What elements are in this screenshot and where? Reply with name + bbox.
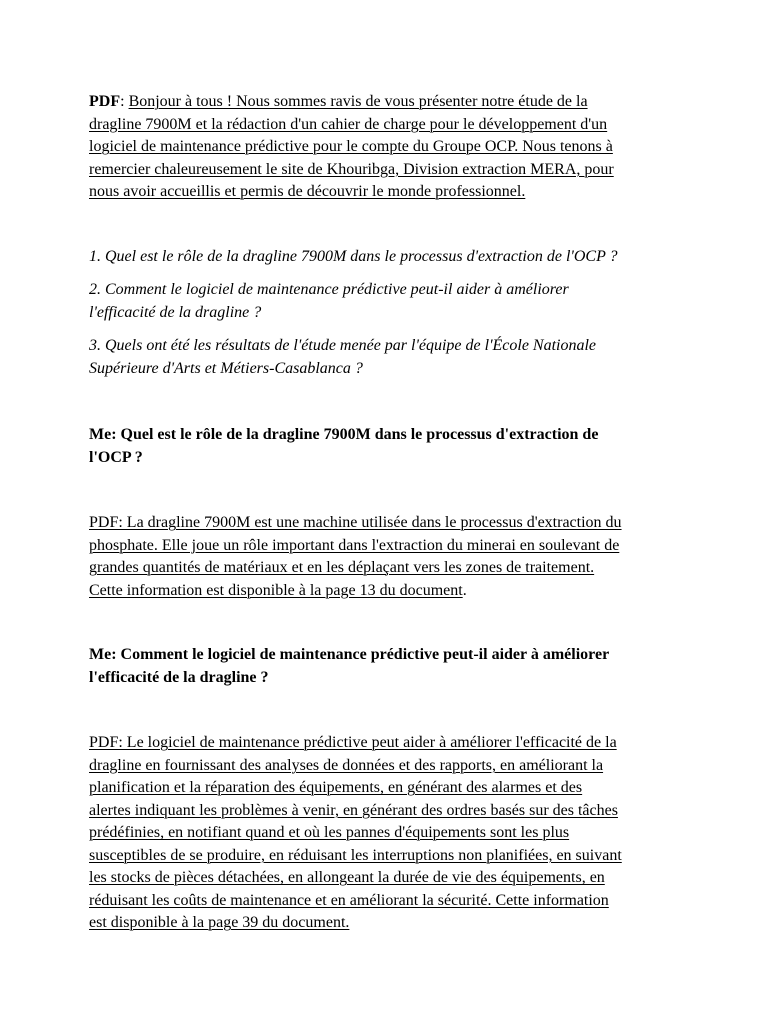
me-line: l'efficacité de la dragline ? [89, 668, 269, 686]
question-3 [89, 335, 596, 380]
answer-line: prédéfinies, en notifiant quand et où les pannes d'équipements sont les plus [89, 824, 570, 841]
intro-pdf-label: PDF [89, 93, 121, 110]
question-line: 1. Quel est le rôle de la dragline 7900M dans le processus d'extraction de l'OCP ? [89, 248, 618, 265]
answer-line: phosphate. Elle joue un rôle important dans l'extraction du minerai en soulevant de [89, 536, 620, 554]
question-line: l'efficacité de la dragline ? [89, 303, 262, 321]
me-question-2 [89, 644, 609, 689]
intro-text-line: logiciel de maintenance prédictive pour le compte du Groupe OCP. Nous tenons à [89, 138, 613, 155]
pdf-answer-1 [89, 512, 622, 602]
me-question-1 [89, 424, 598, 469]
intro-line [89, 114, 614, 137]
intro-text-line: nous avoir accueillis et permis de découvrir le monde professionnel. [89, 183, 526, 200]
answer-line: Cette information est disponible à la page 13 du document. [89, 581, 467, 599]
answer-line: grandes quantités de matériaux et en les déplaçant vers les zones de traitement. [89, 559, 595, 576]
question-2 [89, 279, 569, 324]
answer-line: susceptibles de se produire, en réduisant les interruptions non planifiées, en suivant [89, 846, 622, 864]
intro-paragraph [89, 91, 614, 204]
intro-line [89, 91, 614, 114]
me-line: Me: Comment le logiciel de maintenance prédictive peut-il aider à améliorer [89, 646, 610, 663]
answer-line: PDF: Le logiciel de maintenance prédictive peut aider à améliorer l'efficacité de la [89, 734, 617, 751]
answer-line: réduisant les coûts de maintenance et en améliorant la sécurité. Cette information [89, 891, 609, 909]
intro-line [89, 159, 614, 182]
intro-colon: : [120, 93, 125, 110]
answer-line: PDF: La dragline 7900M est une machine utilisée dans le processus d'extraction du [89, 514, 622, 531]
answer-line: est disponible à la page 39 du document. [89, 914, 350, 931]
question-1 [89, 246, 618, 269]
answer-line: alertes indiquant les problèmes à venir, en générant des ordres basés sur des tâches [89, 801, 618, 819]
answer-line: dragline en fournissant des analyses de données et des rapports, en améliorant la [89, 756, 604, 774]
intro-line [89, 181, 614, 204]
pdf-answer-2 [89, 732, 622, 935]
me-line: l'OCP ? [89, 448, 143, 466]
question-line: 2. Comment le logiciel de maintenance prédictive peut-il aider à améliorer [89, 281, 569, 298]
intro-text-line: dragline 7900M et la rédaction d'un cahier de charge pour le développement d'un [89, 115, 608, 133]
intro-text-line: remercier chaleureusement le site de Khouribga, Division extraction MERA, pour [89, 160, 614, 178]
answer-line: les stocks de pièces détachées, en allongeant la durée de vie des équipements, en [89, 869, 605, 886]
intro-line [89, 136, 614, 159]
question-line: 3. Quels ont été les résultats de l'étude menée par l'équipe de l'École Nationale [89, 337, 597, 354]
answer-line: planification et la réparation des équipements, en générant des alarmes et des [89, 779, 583, 796]
me-line: Me: Quel est le rôle de la dragline 7900M dans le processus d'extraction de [89, 426, 599, 443]
intro-text-line: Bonjour à tous ! Nous sommes ravis de vous présenter notre étude de la [128, 93, 588, 110]
question-line: Supérieure d'Arts et Métiers-Casablanca ? [89, 359, 363, 377]
